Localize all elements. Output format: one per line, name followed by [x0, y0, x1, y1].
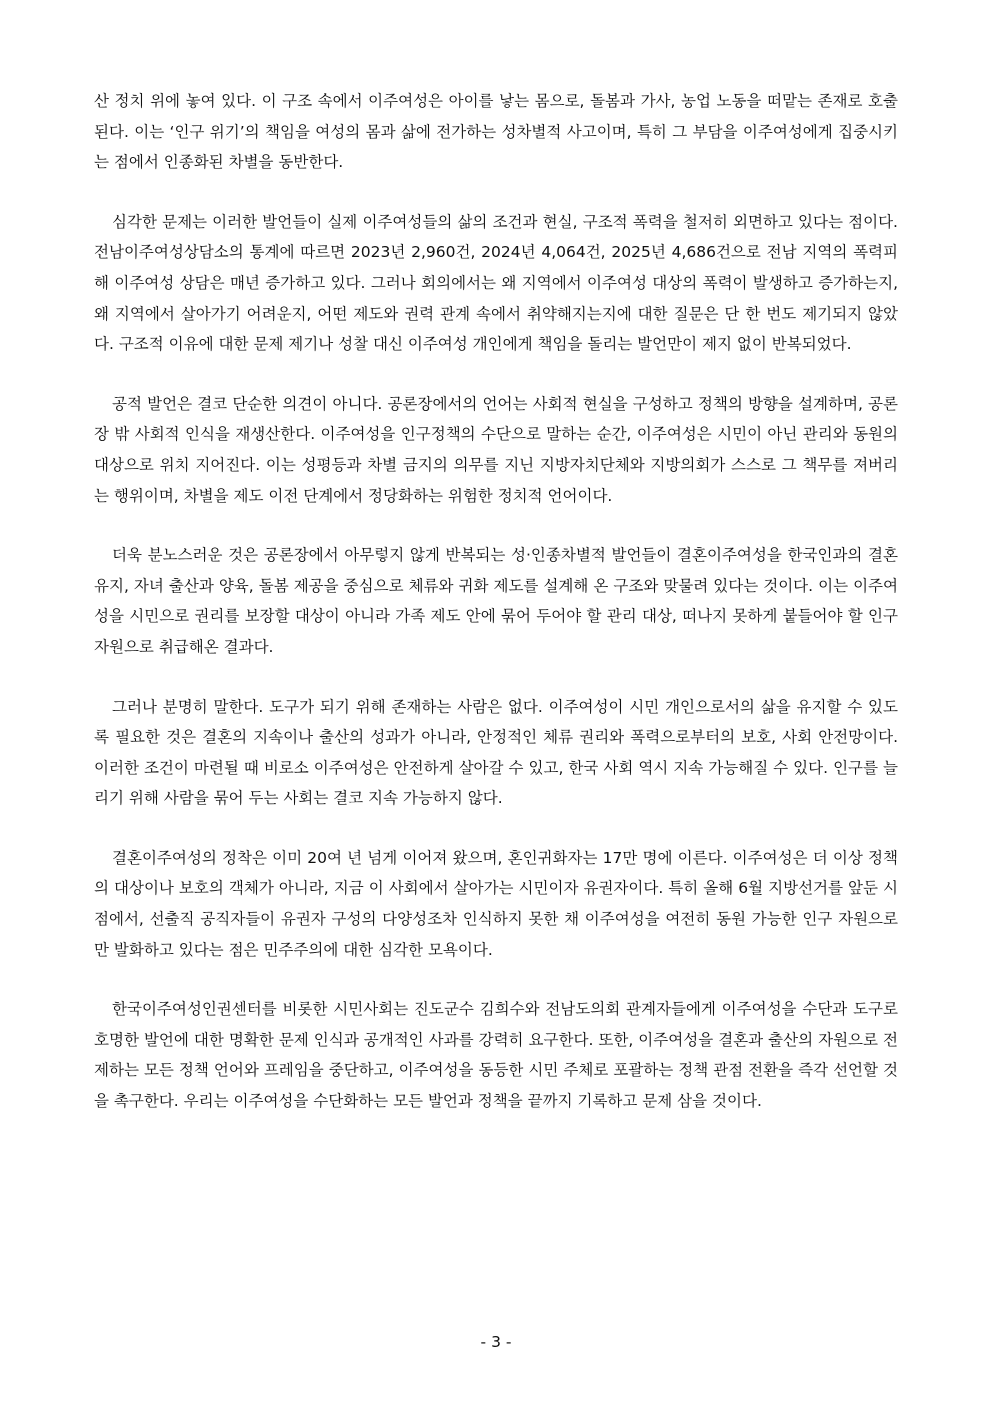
paragraph: 그러나 분명히 말한다. 도구가 되기 위해 존재하는 사람은 없다. 이주여성이 시민 개인으로서의 삶을 유지할 수 있도록 필요한 것은 결혼의 지속이나 출산의 성과가 아니라, 안정적인 체류 권리와 폭력으로부터의 보호, 사회 안전망이다. 이러한 조건이 마련될 때 비로소 이주여성은 안전하게 살아갈 수 있고, 한국 사회 역시 지속 가능해질 수 있다. 인구를 늘리기 위해 사람을 묶어 두는 사회는 결코 지속 가능하지 않다.: [94, 697, 898, 808]
paragraph: 공적 발언은 결코 단순한 의견이 아니다. 공론장에서의 언어는 사회적 현실을 구성하고 정책의 방향을 설계하며, 공론장 밖 사회적 인식을 재생산한다. 이주여성을 인구정책의 수단으로 말하는 순간, 이주여성은 시민이 아닌 관리와 동원의 대상으로 위치 지어진다. 이는 성평등과 차별 금지의 의무를 지닌 지방자치단체와 지방의회가 스스로 그 책무를 져버리는 행위이며, 차별을 제도 이전 단계에서 정당화하는 위험한 정치적 언어이다.: [94, 394, 898, 505]
paragraph-continued: 산 정치 위에 놓여 있다. 이 구조 속에서 이주여성은 아이를 낳는 몸으로, 돌봄과 가사, 농업 노동을 떠맡는 존재로 호출된다. 이는 ‘인구 위기’의 책임을 여성의 몸과 삶에 전가하는 성차별적 사고이며, 특히 그 부담을 이주여성에게 집중시키는 점에서 인종화된 차별을 동반한다.: [94, 92, 898, 172]
paragraph: 더욱 분노스러운 것은 공론장에서 아무렇지 않게 반복되는 성·인종차별적 발언들이 결혼이주여성을 한국인과의 결혼 유지, 자녀 출산과 양육, 돌봄 제공을 중심으로 체류와 귀화 제도를 설계해 온 구조와 맞물려 있다는 것이다. 이는 이주여성을 시민으로 권리를 보장할 대상이 아니라 가족 제도 안에 묶어 두어야 할 관리 대상, 떠나지 못하게 붙들어야 할 인구 자원으로 취급해온 결과다.: [94, 546, 898, 656]
document-body: [94, 86, 898, 1146]
paragraph: 결혼이주여성의 정착은 이미 20여 년 넘게 이어져 왔으며, 혼인귀화자는 17만 명에 이른다. 이주여성은 더 이상 정책의 대상이나 보호의 객체가 아니라, 지금 이 사회에서 살아가는 시민이자 유권자이다. 특히 올해 6월 지방선거를 앞둔 시점에서, 선출직 공직자들이 유권자 구성의 다양성조차 인식하지 못한 채 이주여성을 여전히 동원 가능한 인구 자원으로만 발화하고 있다는 점은 민주주의에 대한 심각한 모욕이다.: [94, 848, 898, 959]
paragraph: 한국이주여성인권센터를 비롯한 시민사회는 진도군수 김희수와 전남도의회 관계자들에게 이주여성을 수단과 도구로 호명한 발언에 대한 명확한 문제 인식과 공개적인 사과를 강력히 요구한다. 또한, 이주여성을 결혼과 출산의 자원으로 전제하는 모든 정책 언어와 프레임을 중단하고, 이주여성을 동등한 시민 주체로 포괄하는 정책 관점 전환을 즉각 선언할 것을 촉구한다. 우리는 이주여성을 수단화하는 모든 발언과 정책을 끝까지 기록하고 문제 삼을 것이다.: [94, 1000, 898, 1111]
page-number: - 3 -: [480, 1333, 512, 1351]
paragraph: 심각한 문제는 이러한 발언들이 실제 이주여성들의 삶의 조건과 현실, 구조적 폭력을 철저히 외면하고 있다는 점이다. 전남이주여성상담소의 통계에 따르면 2023년 2,960건, 2024년 4,064건, 2025년 4,686건으로 전남 지역의 폭력피해 이주여성 상담은 매년 증가하고 있다. 그러나 회의에서는 왜 지역에서 이주여성 대상의 폭력이 발생하고 증가하는지, 왜 지역에서 살아가기 어려운지, 어떤 제도와 권력 관계 속에서 취약해지는지에 대한 질문은 단 한 번도 제기되지 않았다. 구조적 이유에 대한 문제 제기나 성찰 대신 이주여성 개인에게 책임을 돌리는 발언만이 제지 없이 반복되었다.: [94, 212, 898, 354]
